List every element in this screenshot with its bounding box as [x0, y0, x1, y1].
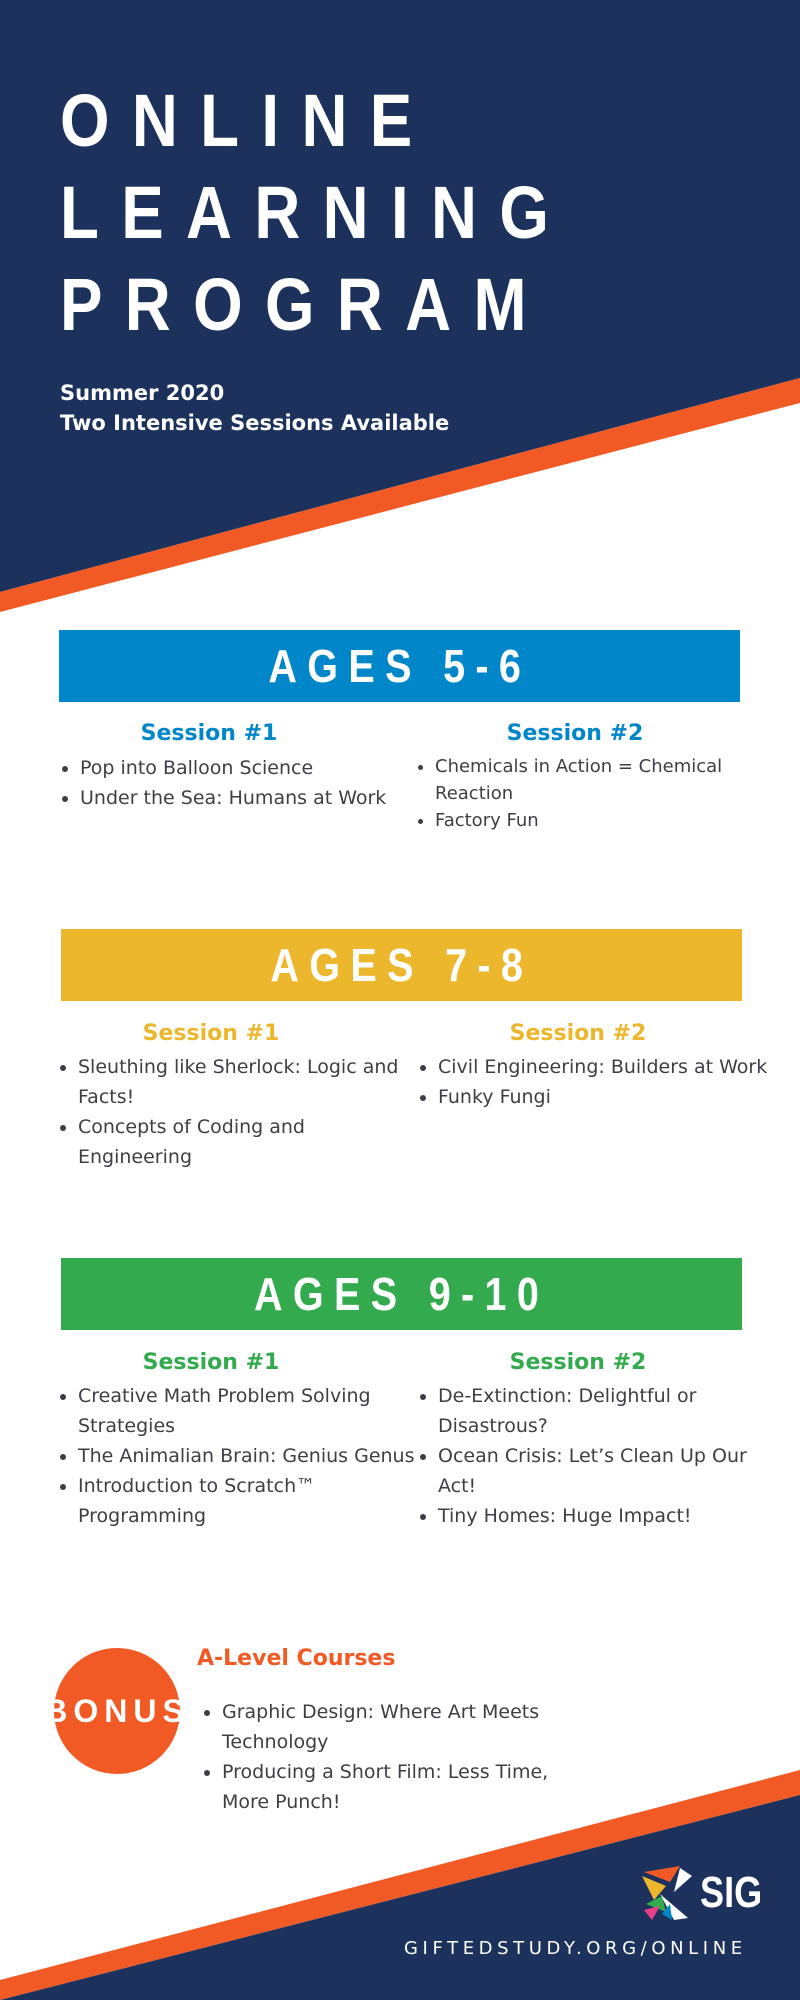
session-2-heading: Session #2 — [509, 1021, 647, 1046]
age-band-9-10: AGES 9-10 — [61, 1258, 742, 1330]
list-item: • Ocean Crisis: Let’s Clean Up Our Act! — [438, 1441, 778, 1501]
subtitle-sessions: Two Intensive Sessions Available — [60, 411, 450, 435]
list-item: • Creative Math Problem Solving Strategies — [78, 1381, 418, 1441]
course-list-5-6-session-1 — [60, 753, 400, 813]
list-item: • Producing a Short Film: Less Time, More Punch! — [222, 1757, 552, 1817]
course-list-7-8-session-1 — [58, 1052, 418, 1172]
bonus-badge: BONUS — [54, 1648, 180, 1774]
page-title-line-1: ONLINE — [60, 79, 435, 162]
page-title-line-3: PROGRAM — [60, 263, 549, 346]
sig-logo-icon — [640, 1866, 700, 1920]
list-item: • Factory Fun — [435, 807, 735, 834]
session-2-heading: Session #2 — [509, 1350, 647, 1375]
course-list-9-10-session-2 — [418, 1381, 778, 1531]
session-2-heading: Session #2 — [506, 721, 644, 746]
bonus-heading: A-Level Courses — [197, 1646, 396, 1671]
age-band-5-6: AGES 5-6 — [59, 630, 740, 702]
age-band-7-8: AGES 7-8 — [61, 929, 742, 1001]
list-item: • Pop into Balloon Science — [80, 753, 400, 783]
list-item: • Chemicals in Action = Chemical Reaction — [435, 753, 735, 807]
session-1-heading: Session #1 — [142, 1350, 280, 1375]
course-list-7-8-session-2 — [418, 1052, 778, 1112]
list-item: • Introduction to Scratch™ Programming — [78, 1471, 418, 1531]
list-item: • Sleuthing like Sherlock: Logic and Facts! — [78, 1052, 418, 1112]
list-item: • Tiny Homes: Huge Impact! — [438, 1501, 778, 1531]
course-list-9-10-session-1 — [58, 1381, 418, 1531]
session-1-heading: Session #1 — [142, 1021, 280, 1046]
sig-logo-text: SIG — [700, 1868, 763, 1917]
list-item: • Civil Engineering: Builders at Work — [438, 1052, 778, 1082]
list-item: • De-Extinction: Delightful or Disastrous? — [438, 1381, 778, 1441]
footer-url[interactable]: GIFTEDSTUDY.ORG/ONLINE — [404, 1938, 747, 1959]
list-item: • The Animalian Brain: Genius Genus — [78, 1441, 418, 1471]
list-item: • Funky Fungi — [438, 1082, 778, 1112]
course-list-bonus — [202, 1697, 552, 1817]
session-1-heading: Session #1 — [140, 721, 278, 746]
page-title-line-2: LEARNING — [60, 171, 572, 254]
list-item: • Under the Sea: Humans at Work — [80, 783, 400, 813]
list-item: • Graphic Design: Where Art Meets Technology — [222, 1697, 552, 1757]
course-list-5-6-session-2 — [415, 753, 735, 834]
subtitle-season: Summer 2020 — [60, 381, 225, 405]
list-item: • Concepts of Coding and Engineering — [78, 1112, 418, 1172]
